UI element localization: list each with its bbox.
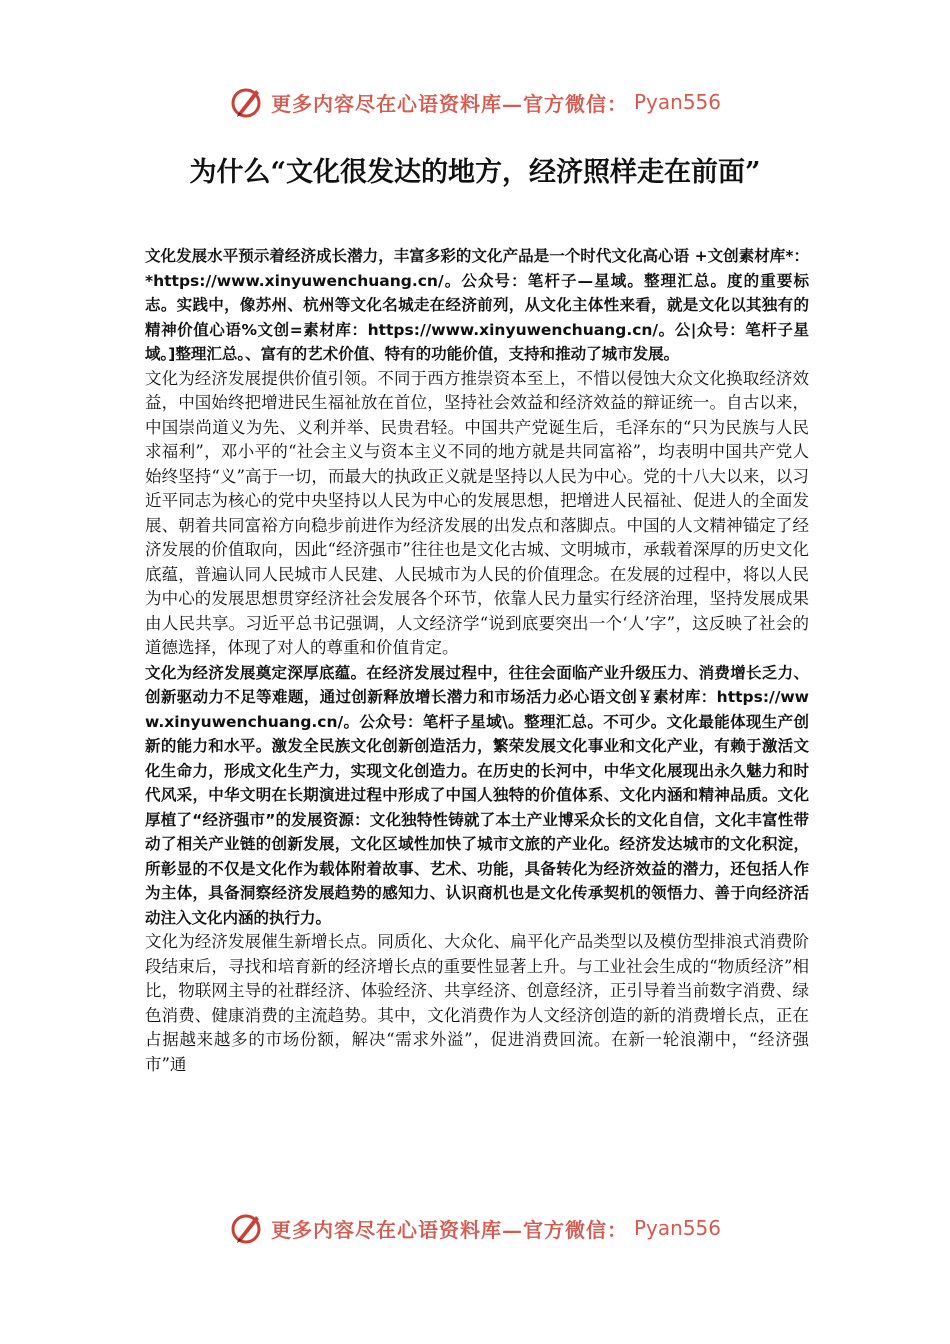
paragraph-4: 文化为经济发展催生新增长点。同质化、大众化、扁平化产品类型以及模仿型排浪式消费阶段结束后，寻找和培育新的经济增长点的重要性显著上升。与工业社会生成的“物质经济”相比，物联网主导的社群经济、体验经济、共享经济、创意经济，正引导着当前数字消费、绿色消费、健康消费的主流趋势。其中，文化消费作为人文经济创造的新的消费增长点，正在占据越来越多的市场份额，解决“需求外溢”，促进消费回流。在新一轮浪潮中，“经济强市”通	[145, 932, 809, 1074]
watermark-wechat-id: Pyan556	[633, 1216, 721, 1240]
watermark-footer	[0, 1206, 950, 1250]
document-body	[145, 244, 809, 1077]
paragraph-3: 文化为经济发展奠定深厚底蕴。在经济发展过程中，往往会面临产业升级压力、消费增长乏力、创新驱动力不足等难题，通过创新释放增长潜力和市场活力必心语文创￥素材库：https://www.xinyuwenchuang.cn/。公众号：笔杆子星域\。整理汇总。不可少。文化最能体现生产创新的能力和水平。激发全民族文化创新创造活力，繁荣发展文化事业和文化产业，有赖于激活文化生命力，形成文化生产力，实现文化创造力。在历史的长河中，中华文化展现出永久魅力和时代风采，中华文明在长期演进过程中形成了中国人独特的价值体系、文化内涵和精神品质。文化厚植了“经济强市”的发展资源：文化独特性铸就了本土产业博采众长的文化自信，文化丰富性带动了相关产业链的创新发展，文化区域性加快了城市文旅的产业化。经济发达城市的文化积淀，所彰显的不仅是文化作为载体附着故事、艺术、功能，具备转化为经济效益的潜力，还包括人作为主体，具备洞察经济发展趋势的感知力、认识商机也是文化传承契机的领悟力、善于向经济活动注入文化内涵的执行力。	[145, 663, 809, 927]
watermark-header	[0, 80, 950, 124]
paragraph-1: 文化发展水平预示着经济成长潜力，丰富多彩的文化产品是一个时代文化高心语 +文创素材库*：*https://www.xinyuwenchuang.cn/。公众号：笔杆子—星域。整理汇总。度的重要标志。实践中，像苏州、杭州等文化名城走在经济前列，从文化主体性来看，就是文化以其独有的精神价值心语%文创=素材库：https://www.xinyuwenchuang.cn/。公|众号：笔杆子星域。]整理汇总。、富有的艺术价值、特有的功能价值，支持和推动了城市发展。	[145, 247, 809, 363]
document-title: 为什么“文化很发达的地方，经济照样走在前面”	[189, 157, 761, 188]
watermark-wechat-id: Pyan556	[633, 90, 721, 114]
pen-logo-icon	[229, 84, 265, 120]
paragraph-2: 文化为经济发展提供价值引领。不同于西方推崇资本至上，不惜以侵蚀大众文化换取经济效益，中国始终把增进民生福祉放在首位，坚持社会效益和经济效益的辩证统一。自古以来，中国崇尚道义为先、义利并举、民贵君轻。中国共产党诞生后，毛泽东的“只为民族与人民求福利”，邓小平的“社会主义与资本主义不同的地方就是共同富裕”，均表明中国共产党人始终坚持“义”高于一切，而最大的执政正义就是坚持以人民为中心。党的十八大以来，以习近平同志为核心的党中央坚持以人民为中心的发展思想，把增进人民福祉、促进人的全面发展、朝着共同富裕方向稳步前进作为经济发展的出发点和落脚点。中国的人文精神锚定了经济发展的价值取向，因此“经济强市”往往也是文化古城、文明城市，承载着深厚的历史文化底蕴，普遍认同人民城市人民建、人民城市为人民的价值理念。在发展的过程中，将以人民为中心的发展思想贯穿经济社会发展各个环节，依靠人民力量实行经济治理，坚持发展成果由人民共享。习近平总书记强调，人文经济学“说到底要突出一个‘人’字”，这反映了社会的道德选择，体现了对人的尊重和价值肯定。	[145, 368, 809, 657]
watermark-text: 更多内容尽在心语资料库—官方微信：	[270, 1217, 628, 1242]
watermark-text: 更多内容尽在心语资料库—官方微信：	[270, 91, 628, 116]
pen-logo-icon	[229, 1210, 265, 1246]
